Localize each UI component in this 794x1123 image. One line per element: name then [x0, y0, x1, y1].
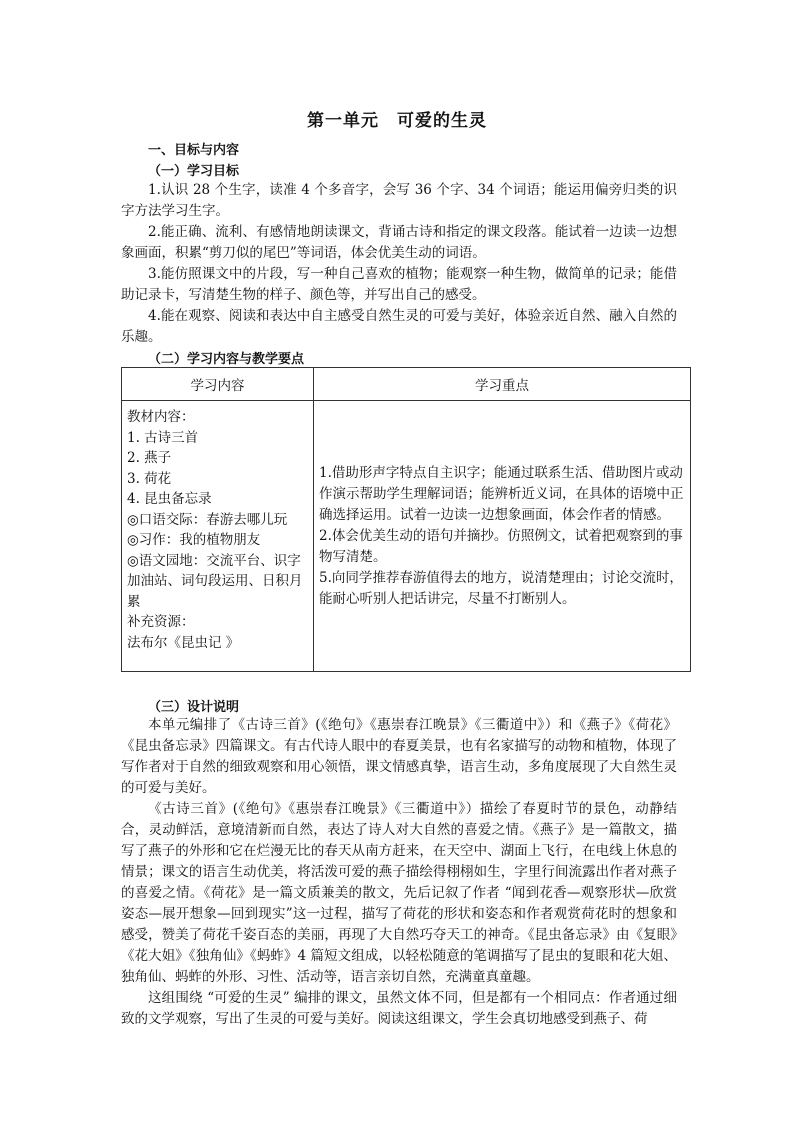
content-line: 1. 古诗三首	[127, 429, 199, 446]
goal-item: 4.能在观察、阅读和表达中自主感受自然生灵的可爱与美好，体验亲近自然、融入自然的乐趣。	[121, 308, 677, 345]
table-header-focus: 学习重点	[314, 368, 691, 401]
content-line: 3. 荷花	[127, 470, 172, 487]
section-heading-goals-content: 一、目标与内容	[148, 143, 240, 158]
design-paragraph: 本单元编排了《古诗三首》(《绝句》《惠崇春江晚景》《三衢道中》）和《燕子》《荷花》《昆虫备忘录》四篇课文。有古代诗人眼中的春夏美景，也有名家描写的动物和植物，体现了写作者对于自然的细致观察和用心领悟，课文情感真挚，语言生动，多角度展现了大自然生灵的可爱与美好。	[121, 717, 677, 796]
focus-item: 1.借助形声字特点自主识字；能通过联系生活、借助图片或动作演示帮助学生理解词语；能辨析近义词，在具体的语境中正确选择运用。试着一边读一边想象画面，体会作者的情感。	[319, 464, 684, 523]
goal-item: 1.认识 28 个生字，读准 4 个多音字，会写 36 个字、34 个词语；能运用偏旁归类的识字方法学习生字。	[121, 182, 677, 219]
table-cell-content	[122, 401, 314, 672]
design-notes	[121, 715, 677, 1030]
content-line: ◎习作：我的植物朋友	[127, 532, 261, 548]
content-line: 4. 昆虫备忘录	[127, 491, 212, 507]
learning-goals-list	[121, 180, 677, 348]
subheading-learning-goals: （一）学习目标	[148, 164, 240, 179]
content-line: ◎语文园地：交流平台、识字加油站、词句段运用、日积月累	[127, 552, 303, 610]
subheading-design-notes: （三）设计说明	[148, 700, 240, 715]
design-paragraph: 这组围绕 “可爱的生灵” 编排的课文，虽然文体不同，但是都有一个相同点：作者通过细致的文学观察，写出了生灵的可爱与美好。阅读这组课文，学生会真切地感受到燕子、荷	[121, 990, 677, 1027]
focus-item: 5.向同学推荐春游值得去的地方，说清楚理由；讨论交流时，能耐心听别人把话讲完，尽量不打断别人。	[319, 569, 683, 607]
focus-item: 2.体会优美生动的语句并摘抄。仿照例文，试着把观察到的事物写清楚。	[319, 527, 683, 565]
table-cell-focus	[314, 401, 691, 672]
content-table	[121, 367, 691, 672]
design-paragraph: 《古诗三首》(《绝句》《惠崇春江晚景》《三衢道中》）描绘了春夏时节的景色，动静结合，灵动鲜活，意境清新而自然，表达了诗人对大自然的喜爱之情。《燕子》是一篇散文，描写了燕子的外形和它在烂漫无比的春天从南方赶来，在天空中、湖面上飞行，在电线上休息的情景；课文的语言生动优美，将活泼可爱的燕子描绘得栩栩如生，字里行间流露出作者对燕子的喜爱之情。《荷花》是一篇文质兼美的散文，先后记叙了作者 “闻到花香—观察形状—欣赏姿态—展开想象—回到现实”这一过程，描写了荷花的形状和姿态和作者观赏荷花时的想象和感受，赞美了荷花千姿百态的美丽，再现了大自然巧夺天工的神奇。《昆虫备忘录》由《复眼》《花大姐》《独角仙》《蚂蚱》4 篇短文组成，以轻松随意的笔调描写了昆虫的复眼和花大姐、独角仙、蚂蚱的外形、习性、活动等，语言亲切自然，充满童真童趣。	[121, 801, 677, 985]
content-line: 2. 燕子	[127, 450, 172, 466]
content-line: 教材内容：	[127, 409, 195, 425]
content-line: 补充资源：	[127, 614, 195, 630]
goal-item: 3.能仿照课文中的片段，写一种自己喜欢的植物；能观察一种生物，做简单的记录；能借助记录卡，写清楚生物的样子、颜色等，并写出自己的感受。	[121, 266, 677, 303]
table-header-content: 学习内容	[122, 368, 314, 401]
content-line: 法布尔《昆虫记 》	[127, 634, 240, 651]
page-title: 第一单元 可爱的生灵	[307, 111, 487, 131]
goal-item: 2.能正确、流利、有感情地朗读课文，背诵古诗和指定的课文段落。能试着一边读一边想象画面，积累“剪刀似的尾巴”等词语，体会优美生动的词语。	[121, 224, 677, 261]
subheading-content-points: （二）学习内容与教学要点	[148, 352, 305, 367]
content-line: ◎口语交际：春游去哪儿玩	[127, 511, 288, 528]
